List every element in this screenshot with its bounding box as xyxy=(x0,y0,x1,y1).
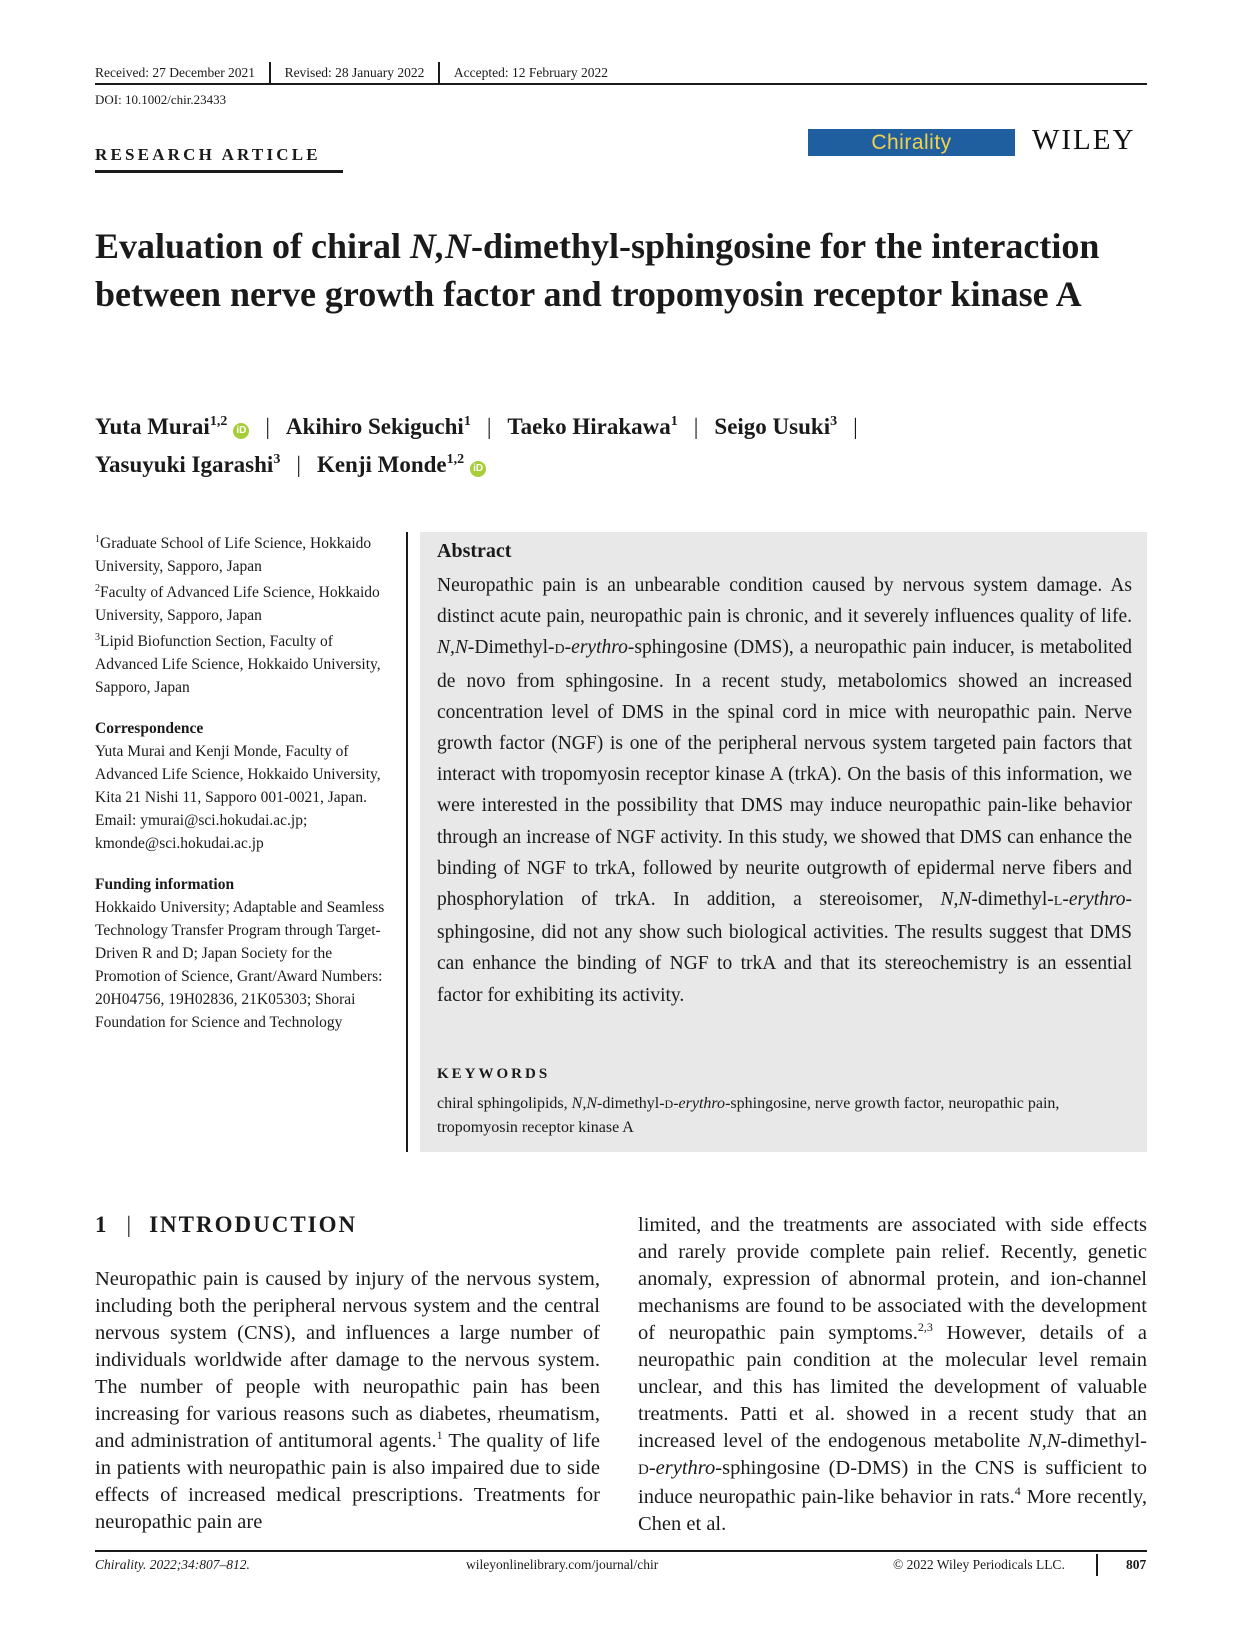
author-name[interactable]: Yuta Murai$^{1,2}$ xyxy=(95,414,228,439)
section-divider: | xyxy=(126,1212,132,1237)
publisher-logo: WILEY xyxy=(1032,124,1136,156)
author-separator: | xyxy=(486,414,492,439)
orcid-icon[interactable]: iD xyxy=(470,461,486,477)
journal-logo: Chirality xyxy=(808,129,1015,156)
author-name[interactable]: Taeko Hirakawa$^1$ xyxy=(507,414,678,439)
title-part: Evaluation of chiral xyxy=(95,226,411,266)
author-separator: | xyxy=(296,452,301,477)
page-number: 807 xyxy=(1126,1557,1147,1572)
doi-link[interactable]: DOI: 10.1002/chir.23433 xyxy=(95,92,227,107)
funding-heading: Funding information xyxy=(95,876,235,893)
body-column-left: Neuropathic pain is caused by injury of the nervous system, including both the peripheral nervous system and the central nervous system (CNS), and influences a large number of individuals worldwide after damage to the nervous system. The number of people with neuropathic pain has been increasing for various reasons such as diabetes, rheumatism, and administration of antitumoral agents.$^1$ The quality of life in patients with neuropathic pain is also impaired due to side effects of increased medical prescriptions. Treatments for neuropathic pain are xyxy=(95,1268,600,1533)
date-divider xyxy=(269,62,271,84)
reference-link[interactable]: 1 xyxy=(436,1428,443,1442)
author-name[interactable]: Seigo Usuki$^3$ xyxy=(714,414,838,439)
article-dates xyxy=(95,62,608,84)
header-rule xyxy=(95,83,1147,85)
keywords-heading: KEYWORDS xyxy=(437,1066,551,1082)
correspondence-text: Yuta Murai and Kenji Monde, Faculty of Advanced Life Science, Hokkaido University, Kita 21 Nishi 11, Sapporo 001-0021, Japan. xyxy=(95,743,381,806)
footer-copyright: © 2022 Wiley Periodicals LLC. xyxy=(893,1557,1065,1572)
affiliations-column xyxy=(95,532,395,1034)
author-name[interactable]: Yasuyuki Igarashi$^3$ xyxy=(95,452,281,477)
column-divider xyxy=(406,532,408,1152)
footer-divider xyxy=(1096,1554,1098,1576)
abstract-text: Neuropathic pain is an unbearable condition caused by nervous system damage. As distinct acute pain, neuropathic pain is chronic, and it severely influences quality of life. N,N-Dimethyl-D-erythro-sphingosine (DMS), a neuropathic pain inducer, is metabolited de novo from sphingosine. In a recent study, metabolomics showed an increased concentration level of DMS in the spinal cord in mice with neuropathic pain. Nerve growth factor (NGF) is one of the peripheral nervous system targeted pain factors that interact with tropomyosin receptor kinase A (trkA). On the basis of this information, we were interested in the possibility that DMS may induce neuropathic pain-like behavior through an increase of NGF activity. In this study, we showed that DMS can enhance the binding of NGF to trkA, followed by neurite outgrowth of epidermal nerve fibers and phosphorylation of trkA. In addition, a stereoisomer, N,N-dimethyl-L-erythro-sphingosine, did not any show such biological activities. The results suggest that DMS can enhance the binding of NGF to trkA and that its stereochemistry is an essential factor for exhibiting its activity. xyxy=(437,575,1132,1006)
correspondence-email[interactable]: Email: ymurai@sci.hokudai.ac.jp; kmonde@sci.hokudai.ac.jp xyxy=(95,812,308,852)
article-title xyxy=(95,222,1155,318)
affiliation: $^3$Lipid Biofunction Section, Faculty of Advanced Life Science, Hokkaido University, Sapporo, Japan xyxy=(95,632,381,696)
funding-text: Hokkaido University; Adaptable and Seamless Technology Transfer Program through Target-Driven R and D; Japan Society for the Promotion of Science, Grant/Award Numbers: 20H04756, 19H02836, 21K05303; Shorai Foundation for Science and Technology xyxy=(95,899,385,1031)
affiliation: $^2$Faculty of Advanced Life Science, Hokkaido University, Sapporo, Japan xyxy=(95,583,380,624)
body-column-right: limited, and the treatments are associated with side effects and rarely provide complete pain relief. Recently, genetic anomaly, expression of abnormal protein, and ion-channel mechanisms are found to be associated with the development of neuropathic pain symptoms.$^{2,3}$ However, details of a neuropathic pain condition at the molecular level remain unclear, and this has limited the development of valuable treatments. Patti et al. showed in a recent study that an increased level of the endogenous metabolite N,N-dimethyl-D-erythro-sphingosine (D-DMS) in the CNS is sufficient to induce neuropathic pain-like behavior in rats.$^4$ More recently, Chen et al. xyxy=(638,1214,1147,1535)
article-type: RESEARCH ARTICLE xyxy=(95,145,321,164)
reference-link[interactable]: 4 xyxy=(1014,1484,1021,1498)
received-date: Received: 27 December 2021 xyxy=(95,65,256,80)
author-separator: | xyxy=(853,414,858,439)
correspondence-heading: Correspondence xyxy=(95,720,204,737)
reference-link[interactable]: 2,3 xyxy=(917,1320,933,1334)
affiliation: $^1$Graduate School of Life Science, Hokkaido University, Sapporo, Japan xyxy=(95,534,372,575)
author-name[interactable]: Kenji Monde$^{1,2}$ xyxy=(316,452,465,477)
section-title: INTRODUCTION xyxy=(149,1212,358,1237)
footer-url[interactable]: wileyonlinelibrary.com/journal/chir xyxy=(466,1557,659,1572)
keywords-list: chiral sphingolipids, N,N-dimethyl-D-erythro-sphingosine, nerve growth factor, neuropathic pain, tropomyosin receptor kinase A xyxy=(437,1095,1060,1136)
author-list xyxy=(95,408,1165,484)
section-number: 1 xyxy=(95,1212,109,1237)
accepted-date: Accepted: 12 February 2022 xyxy=(453,65,608,80)
orcid-icon[interactable]: iD xyxy=(233,423,249,439)
article-type-underline xyxy=(95,170,343,173)
title-part: -dimethyl-sphingosine for the interaction between nerve growth factor and tropomyosin receptor kinase A xyxy=(95,226,1100,314)
author-separator: | xyxy=(693,414,699,439)
title-italic: N,N xyxy=(410,226,472,266)
author-name[interactable]: Akihiro Sekiguchi$^1$ xyxy=(285,414,471,439)
footer-citation: Chirality. 2022;34:807–812. xyxy=(95,1557,250,1572)
date-divider xyxy=(438,62,440,84)
revised-date: Revised: 28 January 2022 xyxy=(284,65,425,80)
section-heading xyxy=(95,1212,357,1238)
footer-rule xyxy=(95,1550,1147,1552)
abstract-heading: Abstract xyxy=(437,540,512,562)
author-separator: | xyxy=(265,414,270,439)
